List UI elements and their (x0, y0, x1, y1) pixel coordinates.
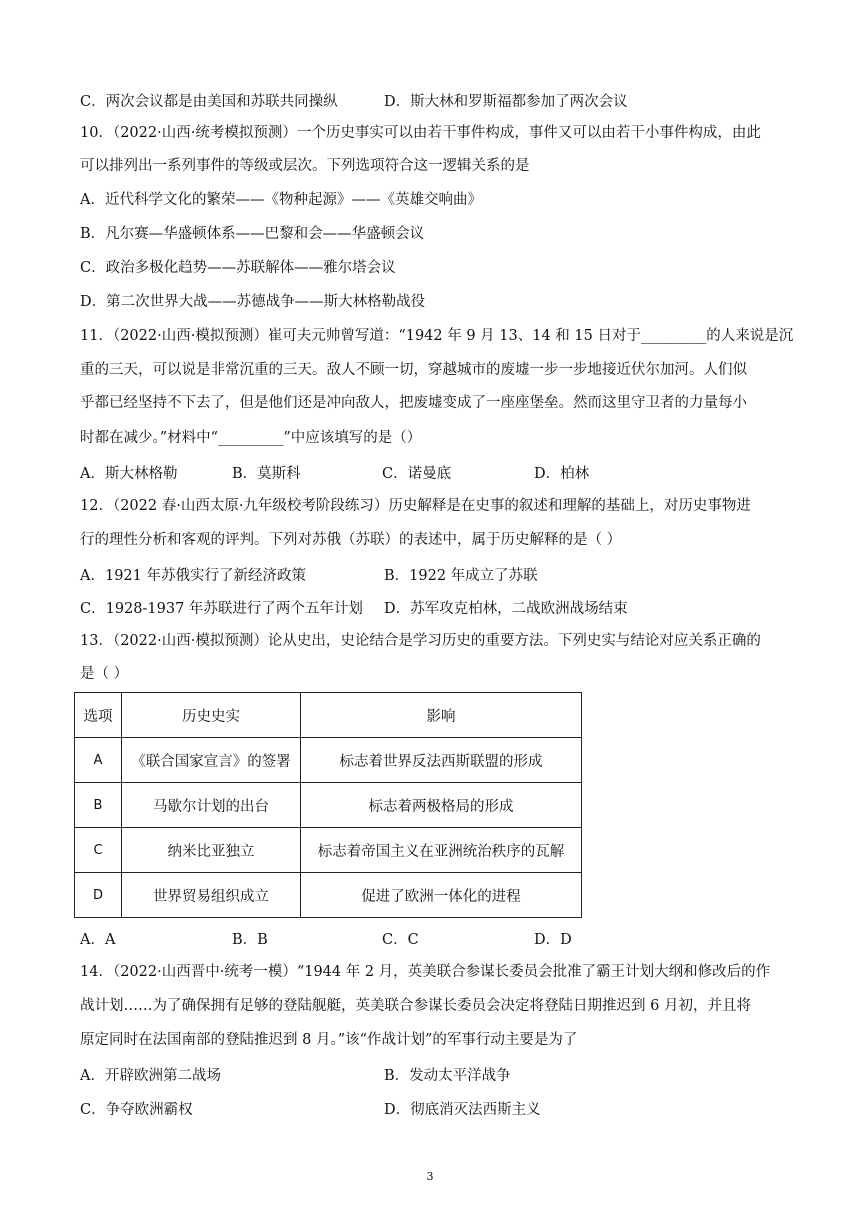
q11-stem-line-2: 重的三天，可以说是非常沉重的三天。敌人不顾一切，穿越城市的废墟一步一步地接近伏尔加河。人们似 (80, 362, 747, 378)
q14-options-row-2 (80, 1098, 790, 1118)
q13-stem-line-1: 13．（2022·山西·模拟预测）论从史出，史论结合是学习历史的重要方法。下列史实与结论对应关系正确的 (80, 633, 761, 649)
q13-option-a[interactable]: A．A (80, 932, 116, 948)
q14-option-a[interactable]: A．开辟欧洲第二战场 (80, 1068, 221, 1084)
table-cell-option: C (75, 828, 122, 873)
table-cell-option: D (75, 873, 122, 918)
q10-option-b[interactable]: B．凡尔赛—华盛顿体系——巴黎和会——华盛顿会议 (80, 226, 425, 242)
q11-options-row (80, 462, 790, 482)
table-cell-impact: 标志着世界反法西斯联盟的形成 (301, 738, 582, 783)
q13-option-b[interactable]: B．B (232, 932, 268, 948)
q12-options-row-1 (80, 564, 790, 584)
q12-option-a[interactable]: A．1921 年苏俄实行了新经济政策 (80, 568, 306, 584)
q12-stem-line-1: 12．（2022 春·山西太原·九年级校考阶段练习）历史解释是在史事的叙述和理解的基础上，对历史事物进 (80, 498, 751, 514)
q9-option-c[interactable]: C．两次会议都是由美国和苏联共同操纵 (80, 94, 338, 110)
table-header-fact: 历史史实 (122, 693, 301, 738)
q11-stem-line-1: 11．（2022·山西·模拟预测）崔可夫元帅曾写道：“1942 年 9 月 13、14 和 15 日对于_________的人来说是沉 (80, 328, 794, 344)
q12-stem-line-2: 行的理性分析和客观的评判。下列对苏俄（苏联）的表述中，属于历史解释的是（ ） (80, 532, 622, 548)
q14-option-b[interactable]: B．发动太平洋战争 (384, 1068, 511, 1084)
q14-options-row-1 (80, 1064, 790, 1084)
q14-option-c[interactable]: C．争夺欧洲霸权 (80, 1102, 193, 1118)
table-cell-impact: 促进了欧洲一体化的进程 (301, 873, 582, 918)
q11-option-c[interactable]: C．诺曼底 (382, 466, 452, 482)
q11-stem-line-3: 乎都已经坚持不下去了，但是他们还是冲向敌人，把废墟变成了一座座堡垒。然而这里守卫者的力量每小 (80, 395, 747, 411)
table-cell-option: A (75, 738, 122, 783)
q14-option-d[interactable]: D．彻底消灭法西斯主义 (384, 1102, 541, 1118)
q11-option-b[interactable]: B．莫斯科 (232, 466, 301, 482)
q11-option-a[interactable]: A．斯大林格勒 (80, 466, 178, 482)
q14-stem-line-3: 原定同时在法国南部的登陆推迟到 8 月。”该“作战计划”的军事行动主要是为了 (80, 1032, 578, 1048)
table-cell-impact: 标志着两极格局的形成 (301, 783, 582, 828)
page-number: 3 (426, 1170, 434, 1183)
table-row (75, 873, 582, 918)
q10-stem-line-2: 可以排列出一系列事件的等级或层次。下列选项符合这一逻辑关系的是 (80, 158, 530, 174)
q10-stem-line-1: 10．（2022·山西·统考模拟预测）一个历史事实可以由若干事件构成，事件又可以由若干小事件构成，由此 (80, 125, 761, 141)
q13-option-d[interactable]: D．D (534, 932, 572, 948)
q10-option-c[interactable]: C．政治多极化趋势——苏联解体——雅尔塔会议 (80, 260, 396, 276)
q10-option-d[interactable]: D．第二次世界大战——苏德战争——斯大林格勒战役 (80, 294, 426, 310)
table-cell-impact: 标志着帝国主义在亚洲统治秩序的瓦解 (301, 828, 582, 873)
q13-option-c[interactable]: C．C (382, 932, 419, 948)
table-cell-option: B (75, 783, 122, 828)
q14-stem-line-2: 战计划……为了确保拥有足够的登陆舰艇，英美联合参谋长委员会决定将登陆日期推迟到 6 月初，并且将 (80, 998, 751, 1014)
q10-option-a[interactable]: A．近代科学文化的繁荣——《物种起源》——《英雄交响曲》 (80, 192, 482, 208)
q11-option-d[interactable]: D．柏林 (534, 466, 590, 482)
q12-options-row-2 (80, 597, 790, 617)
q13-stem-line-2: 是（ ） (80, 666, 129, 682)
q13-options-row (80, 928, 790, 948)
table-row (75, 783, 582, 828)
table-cell-fact: 《联合国家宣言》的签署 (122, 738, 301, 783)
table-header-option: 选项 (75, 693, 122, 738)
table-cell-fact: 马歇尔计划的出台 (122, 783, 301, 828)
q12-option-b[interactable]: B．1922 年成立了苏联 (384, 568, 538, 584)
q9-option-d[interactable]: D．斯大林和罗斯福都参加了两次会议 (384, 94, 628, 110)
table-row (75, 738, 582, 783)
table-row (75, 828, 582, 873)
q14-stem-line-1: 14．（2022·山西晋中·统考一模）“1944 年 2 月，英美联合参谋长委员会批准了霸王计划大纲和修改后的作 (80, 964, 771, 980)
table-header-row (75, 693, 582, 738)
table-cell-fact: 纳米比亚独立 (122, 828, 301, 873)
table-header-impact: 影响 (301, 693, 582, 738)
q11-stem-line-4: 时都在减少。”材料中“_________”中应该填写的是（） (80, 430, 422, 446)
q9-options-row (80, 90, 790, 110)
q12-option-c[interactable]: C．1928-1937 年苏联进行了两个五年计划 (80, 601, 363, 617)
q13-table (74, 692, 582, 918)
q12-option-d[interactable]: D．苏军攻克柏林，二战欧洲战场结束 (384, 601, 628, 617)
table-cell-fact: 世界贸易组织成立 (122, 873, 301, 918)
